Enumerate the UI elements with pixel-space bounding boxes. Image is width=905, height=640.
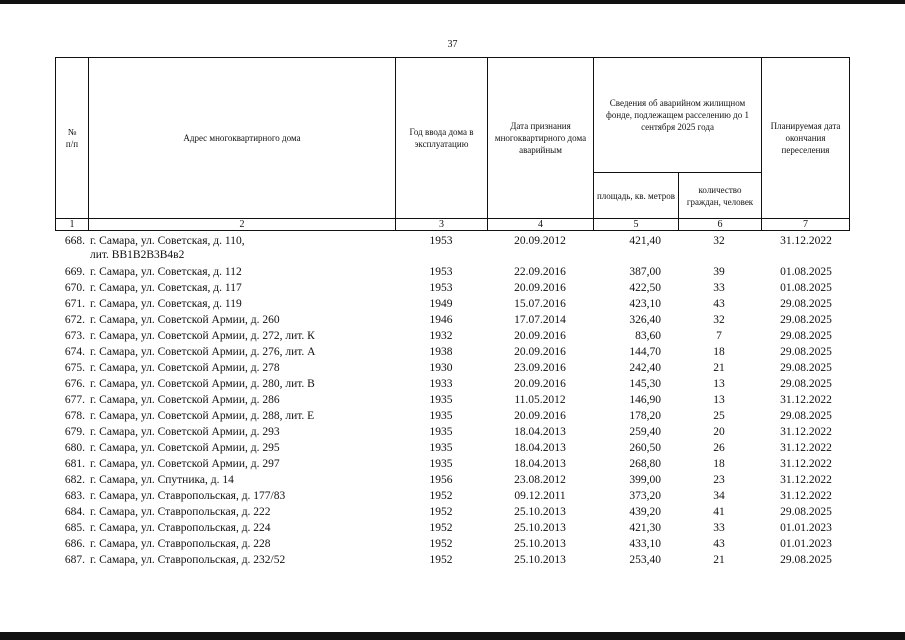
table-row xyxy=(55,473,850,489)
row-recognized-date: 18.04.2013 xyxy=(514,442,566,454)
row-number: 672. xyxy=(64,314,85,326)
row-people: 32 xyxy=(713,314,725,326)
row-address: г. Самара, ул. Советской Армии, д. 276, лит. А xyxy=(90,346,316,358)
header-people: количество граждан, человек xyxy=(678,172,762,219)
row-year: 1935 xyxy=(429,426,453,438)
row-number: 674. xyxy=(64,346,85,358)
row-people: 18 xyxy=(713,346,725,358)
row-recognized-date: 18.04.2013 xyxy=(514,426,566,438)
table-header xyxy=(55,57,850,232)
row-address: г. Самара, ул. Советской Армии, д. 288, лит. Е xyxy=(90,410,315,422)
table-row xyxy=(55,505,850,521)
row-number: 668. xyxy=(64,235,85,247)
col-number-3: 3 xyxy=(395,218,488,231)
row-area: 439,20 xyxy=(629,506,661,518)
header-planned: Планируемая дата окончания переселения xyxy=(761,57,850,219)
row-area: 423,10 xyxy=(629,298,661,310)
header-recognized: Дата признания многоквартирного дома аварийным xyxy=(487,57,594,219)
row-address-line2: лит. ВВ1В2В3В4в2 xyxy=(90,249,185,261)
row-planned-date: 31.12.2022 xyxy=(780,394,832,406)
table-row xyxy=(55,361,850,377)
row-address: г. Самара, ул. Советская, д. 117 xyxy=(90,282,242,294)
row-number: 671. xyxy=(64,298,85,310)
row-recognized-date: 20.09.2012 xyxy=(514,235,566,247)
row-address: г. Самара, ул. Спутника, д. 14 xyxy=(90,474,234,486)
row-address: г. Самара, ул. Советская, д. 110, xyxy=(90,235,245,247)
table-row xyxy=(55,409,850,425)
row-area: 253,40 xyxy=(629,554,661,566)
table-row xyxy=(55,489,850,505)
scan-top-border xyxy=(0,0,905,4)
row-recognized-date: 22.09.2016 xyxy=(514,266,566,278)
row-address: г. Самара, ул. Советской Армии, д. 272, лит. К xyxy=(90,330,315,342)
row-people: 33 xyxy=(713,282,725,294)
row-planned-date: 31.12.2022 xyxy=(780,426,832,438)
row-people: 43 xyxy=(713,538,725,550)
table-row xyxy=(55,441,850,457)
row-number: 684. xyxy=(64,506,85,518)
row-planned-date: 29.08.2025 xyxy=(780,378,832,390)
page-number: 37 xyxy=(447,39,458,50)
row-area: 268,80 xyxy=(629,458,661,470)
row-year: 1935 xyxy=(429,442,453,454)
header-no: № п/п xyxy=(55,57,89,219)
col-number-2: 2 xyxy=(88,218,396,231)
row-year: 1953 xyxy=(429,282,453,294)
row-number: 670. xyxy=(64,282,85,294)
header-address: Адрес многоквартирного дома xyxy=(88,57,396,219)
table-row xyxy=(55,377,850,393)
row-planned-date: 29.08.2025 xyxy=(780,554,832,566)
row-recognized-date: 20.09.2016 xyxy=(514,282,566,294)
row-address: г. Самара, ул. Ставропольская, д. 222 xyxy=(90,506,271,518)
row-planned-date: 29.08.2025 xyxy=(780,506,832,518)
col-number-4: 4 xyxy=(487,218,594,231)
row-number: 679. xyxy=(64,426,85,438)
row-number: 680. xyxy=(64,442,85,454)
row-planned-date: 31.12.2022 xyxy=(780,235,832,247)
row-year: 1952 xyxy=(429,506,453,518)
row-number: 675. xyxy=(64,362,85,374)
row-year: 1935 xyxy=(429,394,453,406)
row-year: 1946 xyxy=(429,314,453,326)
row-people: 33 xyxy=(713,522,725,534)
row-area: 242,40 xyxy=(629,362,661,374)
row-people: 32 xyxy=(713,235,725,247)
row-people: 21 xyxy=(713,554,725,566)
row-address: г. Самара, ул. Советской Армии, д. 286 xyxy=(90,394,280,406)
row-address: г. Самара, ул. Советской Армии, д. 278 xyxy=(90,362,280,374)
row-planned-date: 01.01.2023 xyxy=(780,538,832,550)
row-year: 1952 xyxy=(429,538,453,550)
row-address: г. Самара, ул. Советской Армии, д. 280, лит. В xyxy=(90,378,315,390)
row-number: 673. xyxy=(64,330,85,342)
row-people: 26 xyxy=(713,442,725,454)
row-number: 683. xyxy=(64,490,85,502)
row-recognized-date: 23.08.2012 xyxy=(514,474,566,486)
row-area: 387,00 xyxy=(629,266,661,278)
row-planned-date: 29.08.2025 xyxy=(780,330,832,342)
row-people: 39 xyxy=(713,266,725,278)
table-row xyxy=(55,345,850,361)
row-year: 1932 xyxy=(429,330,453,342)
row-year: 1956 xyxy=(429,474,453,486)
row-area: 421,30 xyxy=(629,522,661,534)
row-people: 41 xyxy=(713,506,725,518)
row-number: 685. xyxy=(64,522,85,534)
row-people: 7 xyxy=(716,330,722,342)
row-number: 686. xyxy=(64,538,85,550)
row-area: 146,90 xyxy=(629,394,661,406)
row-planned-date: 01.01.2023 xyxy=(780,522,832,534)
table-row xyxy=(55,521,850,537)
row-address: г. Самара, ул. Советской Армии, д. 295 xyxy=(90,442,280,454)
row-year: 1952 xyxy=(429,554,453,566)
row-recognized-date: 11.05.2012 xyxy=(514,394,566,406)
row-year: 1930 xyxy=(429,362,453,374)
row-area: 433,10 xyxy=(629,538,661,550)
row-area: 144,70 xyxy=(629,346,661,358)
header-year: Год ввода дома в эксплуатацию xyxy=(395,57,488,219)
row-address: г. Самара, ул. Ставропольская, д. 232/52 xyxy=(90,554,286,566)
row-address: г. Самара, ул. Советской Армии, д. 260 xyxy=(90,314,280,326)
row-address: г. Самара, ул. Советской Армии, д. 293 xyxy=(90,426,280,438)
table-row xyxy=(55,393,850,409)
row-area: 83,60 xyxy=(635,330,661,342)
row-area: 145,30 xyxy=(629,378,661,390)
row-recognized-date: 25.10.2013 xyxy=(514,554,566,566)
row-number: 677. xyxy=(64,394,85,406)
row-planned-date: 29.08.2025 xyxy=(780,410,832,422)
row-planned-date: 01.08.2025 xyxy=(780,282,832,294)
row-recognized-date: 20.09.2016 xyxy=(514,346,566,358)
row-planned-date: 01.08.2025 xyxy=(780,266,832,278)
row-area: 178,20 xyxy=(629,410,661,422)
row-recognized-date: 20.09.2016 xyxy=(514,410,566,422)
row-year: 1935 xyxy=(429,458,453,470)
row-year: 1952 xyxy=(429,490,453,502)
row-planned-date: 31.12.2022 xyxy=(780,442,832,454)
table-row xyxy=(55,457,850,473)
row-area: 259,40 xyxy=(629,426,661,438)
row-year: 1935 xyxy=(429,410,453,422)
col-number-7: 7 xyxy=(761,218,850,231)
row-address: г. Самара, ул. Советской Армии, д. 297 xyxy=(90,458,280,470)
row-year: 1933 xyxy=(429,378,453,390)
row-people: 23 xyxy=(713,474,725,486)
row-number: 687. xyxy=(64,554,85,566)
table-row xyxy=(55,537,850,553)
row-recognized-date: 18.04.2013 xyxy=(514,458,566,470)
row-number: 682. xyxy=(64,474,85,486)
row-address: г. Самара, ул. Советская, д. 112 xyxy=(90,266,242,278)
row-planned-date: 29.08.2025 xyxy=(780,346,832,358)
row-area: 326,40 xyxy=(629,314,661,326)
row-planned-date: 31.12.2022 xyxy=(780,458,832,470)
table-row xyxy=(55,234,850,264)
row-people: 34 xyxy=(713,490,725,502)
row-recognized-date: 25.10.2013 xyxy=(514,506,566,518)
row-people: 21 xyxy=(713,362,725,374)
row-number: 681. xyxy=(64,458,85,470)
header-fund-info: Сведения об аварийном жилищном фонде, подлежащем расселению до 1 сентября 2025 года xyxy=(593,57,762,173)
row-recognized-date: 15.07.2016 xyxy=(514,298,566,310)
col-number-1: 1 xyxy=(55,218,89,231)
col-number-6: 6 xyxy=(678,218,762,231)
row-number: 676. xyxy=(64,378,85,390)
row-year: 1938 xyxy=(429,346,453,358)
row-recognized-date: 23.09.2016 xyxy=(514,362,566,374)
row-number: 678. xyxy=(64,410,85,422)
row-address: г. Самара, ул. Советская, д. 119 xyxy=(90,298,242,310)
row-area: 260,50 xyxy=(629,442,661,454)
row-recognized-date: 17.07.2014 xyxy=(514,314,566,326)
col-number-5: 5 xyxy=(593,218,679,231)
row-people: 13 xyxy=(713,394,725,406)
row-recognized-date: 20.09.2016 xyxy=(514,378,566,390)
table-row xyxy=(55,425,850,441)
row-people: 25 xyxy=(713,410,725,422)
row-year: 1953 xyxy=(429,266,453,278)
row-number: 669. xyxy=(64,266,85,278)
row-area: 399,00 xyxy=(629,474,661,486)
row-address: г. Самара, ул. Ставропольская, д. 177/83 xyxy=(90,490,286,502)
table-row xyxy=(55,265,850,281)
row-recognized-date: 25.10.2013 xyxy=(514,522,566,534)
row-address: г. Самара, ул. Ставропольская, д. 228 xyxy=(90,538,271,550)
table-row xyxy=(55,313,850,329)
row-people: 18 xyxy=(713,458,725,470)
header-area: площадь, кв. метров xyxy=(593,172,679,219)
row-area: 421,40 xyxy=(629,235,661,247)
row-planned-date: 29.08.2025 xyxy=(780,298,832,310)
row-area: 422,50 xyxy=(629,282,661,294)
table-row xyxy=(55,297,850,313)
row-year: 1953 xyxy=(429,235,453,247)
row-recognized-date: 20.09.2016 xyxy=(514,330,566,342)
row-planned-date: 29.08.2025 xyxy=(780,362,832,374)
row-address: г. Самара, ул. Ставропольская, д. 224 xyxy=(90,522,271,534)
table-row xyxy=(55,553,850,569)
row-planned-date: 31.12.2022 xyxy=(780,490,832,502)
row-people: 13 xyxy=(713,378,725,390)
row-year: 1949 xyxy=(429,298,453,310)
table-row xyxy=(55,281,850,297)
table-row xyxy=(55,329,850,345)
row-recognized-date: 09.12.2011 xyxy=(514,490,566,502)
row-planned-date: 29.08.2025 xyxy=(780,314,832,326)
row-people: 43 xyxy=(713,298,725,310)
row-people: 20 xyxy=(713,426,725,438)
row-area: 373,20 xyxy=(629,490,661,502)
scan-bottom-border xyxy=(0,632,905,640)
row-recognized-date: 25.10.2013 xyxy=(514,538,566,550)
row-planned-date: 31.12.2022 xyxy=(780,474,832,486)
row-year: 1952 xyxy=(429,522,453,534)
